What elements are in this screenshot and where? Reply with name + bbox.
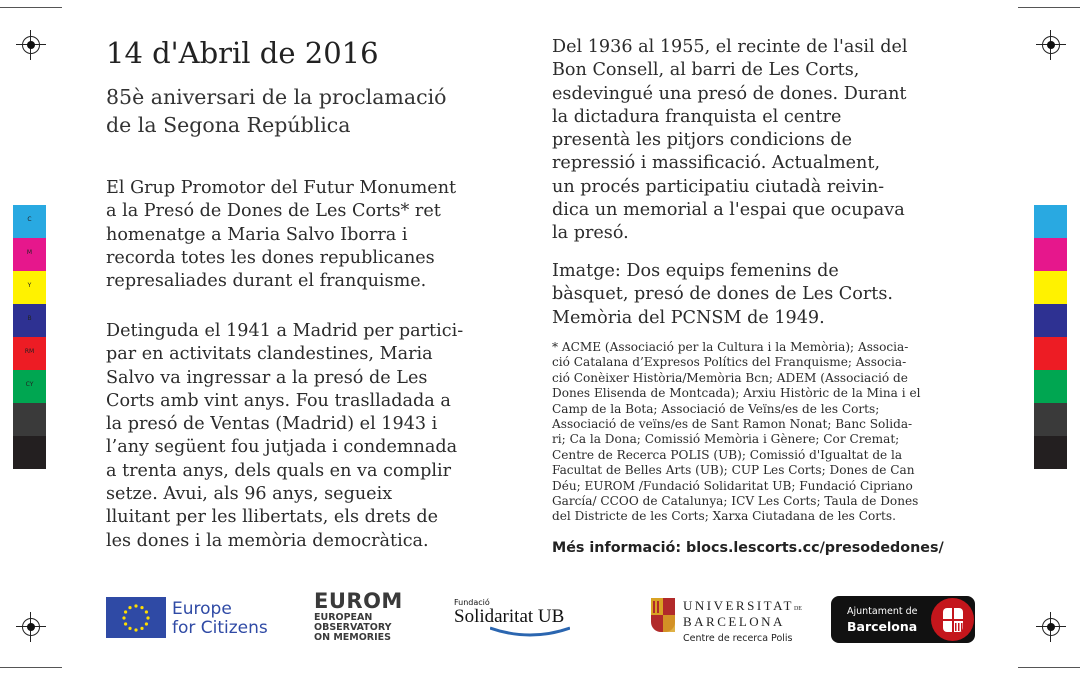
text-line: Corts amb vint anys. Fou traslladada a — [106, 390, 451, 411]
text-line: Detinguda el 1941 a Madrid per partici- — [106, 321, 464, 341]
note-line: Associació de veïns/es de Sant Ramon Nonat; Banc Solida- — [552, 417, 913, 432]
logo-text: Solidaritat UB — [454, 606, 565, 627]
color-swatch — [13, 304, 46, 337]
registration-mark-icon — [1036, 612, 1066, 642]
text-line: la presó. — [552, 223, 629, 244]
text-line: repressió i massificació. Actualment, — [552, 153, 881, 174]
europe-for-citizens-logo — [172, 600, 268, 638]
text-line: a la Presó de Dones de Les Corts* ret — [106, 201, 441, 222]
text-line: les dones i la memòria democràtica. — [106, 530, 429, 551]
note-line: ri; Ca la Dona; Comissió Memòria i Gènere; Cor Cremat; — [552, 432, 900, 447]
logo-text: Fundació — [454, 598, 490, 607]
swatch-label: CY — [25, 381, 34, 388]
more-info-link[interactable]: Més informació: blocs.lescorts.cc/presodedones/ — [552, 540, 944, 556]
eu-flag-icon — [106, 597, 166, 638]
text-line: Memòria del PCNSM de 1949. — [552, 307, 825, 328]
color-swatch — [13, 436, 46, 469]
image-caption — [552, 260, 976, 330]
text-line: setze. Avui, als 96 anys, segueix — [106, 484, 393, 505]
subtitle — [106, 83, 546, 139]
eurom-logo — [314, 589, 403, 643]
registration-mark-icon — [16, 30, 46, 60]
note-line: Dones Elisenda de Montcada); Arxiu Històric de la Mina i el — [552, 386, 921, 401]
text-line: la presó de Ventas (Madrid) el 1943 i — [106, 414, 438, 435]
text-line: recorda totes les dones republicanes — [106, 247, 435, 268]
page-title: 14 d'Abril de 2016 — [106, 36, 379, 70]
logo-text: BARCELONA — [683, 614, 785, 629]
swatch-label: B — [27, 315, 32, 322]
color-swatch — [13, 205, 46, 238]
color-swatch — [1034, 403, 1067, 436]
note-line: ció Conèixer Història/Memòria Bcn; ADEM (Associació de — [552, 370, 908, 385]
color-swatch — [1034, 205, 1067, 238]
logo-text: Barcelona — [847, 619, 918, 634]
color-swatch — [1034, 304, 1067, 337]
text-line: Imatge: Dos equips femenins de — [552, 261, 839, 281]
text-line: Bon Consell, al barri de Les Corts, — [552, 60, 860, 81]
note-line: * ACME (Associació per la Cultura i la Memòria); Associa- — [552, 340, 909, 354]
logo-text: OBSERVATORY — [314, 622, 392, 633]
text-line: a trenta anys, dels quals en va complir — [106, 460, 452, 481]
text-line: represaliades durant el franquisme. — [106, 271, 427, 292]
swatch-label: Y — [27, 282, 32, 289]
note-line: del Districte de les Corts; Xarxa Ciutadana de les Corts. — [552, 509, 896, 524]
color-swatch — [1034, 238, 1067, 271]
text-line: la dictadura franquista el centre — [552, 106, 842, 127]
color-swatch — [1034, 436, 1067, 469]
universitat-barcelona-logo — [683, 598, 802, 644]
subtitle-line: 85è aniversari de la proclamació — [106, 85, 447, 109]
note-line: Centre de Recerca POLIS (UB); Comissió d'Igualtat de la — [552, 447, 903, 462]
text-line: un procés participatiu ciutadà reivin- — [552, 176, 885, 197]
color-swatch — [13, 403, 46, 436]
color-bar-left — [13, 205, 46, 469]
text-line: l’any següent fou jutjada i condemnada — [106, 437, 458, 458]
text-line: par en activitats clandestines, Maria — [106, 344, 433, 365]
barcelona-crest-icon — [931, 598, 974, 641]
text-line: El Grup Promotor del Futur Monument — [106, 178, 457, 198]
text-line: presentà les pitjors condicions de — [552, 130, 853, 151]
footnote-organizations — [552, 340, 976, 525]
swatch-label: RM — [24, 348, 35, 355]
text-line: lluitant per les llibertats, els drets de — [106, 507, 439, 528]
color-bar-right — [1034, 205, 1067, 469]
trim-mark — [1018, 7, 1080, 8]
registration-mark-icon — [16, 612, 46, 642]
logo-text: UNIVERSITAT — [683, 598, 794, 613]
color-swatch — [13, 238, 46, 271]
subtitle-line: de la Segona República — [106, 113, 351, 137]
note-line: Facultat de Belles Arts (UB); CUP Les Corts; Dones de Can — [552, 463, 915, 478]
swoosh-icon — [490, 626, 570, 640]
ub-shield-icon — [651, 598, 675, 632]
color-swatch — [13, 337, 46, 370]
logo-text: DE — [793, 606, 802, 612]
color-swatch — [1034, 370, 1067, 403]
intro-paragraph — [106, 177, 526, 293]
logo-text: EUROM — [314, 589, 403, 613]
trim-mark — [0, 7, 62, 8]
logo-text: Ajuntament de — [847, 606, 918, 617]
registration-mark-icon — [1036, 30, 1066, 60]
color-swatch — [1034, 337, 1067, 370]
ajuntament-barcelona-logo — [831, 596, 975, 643]
text-line: dica un memorial a l'espai que ocupava — [552, 200, 905, 221]
text-line: bàsquet, presó de dones de Les Corts. — [552, 284, 893, 305]
logo-text: for Citizens — [172, 618, 268, 638]
note-line: Déu; EUROM /Fundació Solidaritat UB; Fundació Cipriano — [552, 478, 913, 493]
text-line: Del 1936 al 1955, el recinte de l'asil del — [552, 37, 908, 57]
logo-text: EUROPEAN — [314, 612, 373, 623]
biography-paragraph — [106, 320, 526, 553]
color-swatch — [1034, 271, 1067, 304]
note-line: Camp de la Bota; Associació de Veïns/es de les Corts; — [552, 401, 880, 416]
fundacio-solidaritat-ub-logo — [454, 598, 570, 640]
trim-mark — [0, 667, 62, 668]
swatch-label: C — [27, 216, 32, 223]
trim-mark — [1018, 667, 1080, 668]
logo-text: ON MEMORIES — [314, 632, 391, 643]
text-line: homenatge a Maria Salvo Iborra i — [106, 224, 408, 245]
history-paragraph — [552, 36, 976, 246]
note-line: García/ CCOO de Catalunya; ICV Les Corts; Taula de Dones — [552, 494, 919, 509]
swatch-label: M — [26, 249, 33, 256]
logo-text: Centre de recerca Polis — [683, 633, 793, 644]
text-line: esdevingué una presó de dones. Durant — [552, 83, 907, 104]
color-swatch — [13, 370, 46, 403]
color-swatch — [13, 271, 46, 304]
logo-text: Europe — [172, 599, 232, 619]
note-line: ció Catalana d’Expresos Polítics del Franquisme; Associa- — [552, 355, 907, 370]
text-line: Salvo va ingressar a la presó de Les — [106, 367, 428, 388]
